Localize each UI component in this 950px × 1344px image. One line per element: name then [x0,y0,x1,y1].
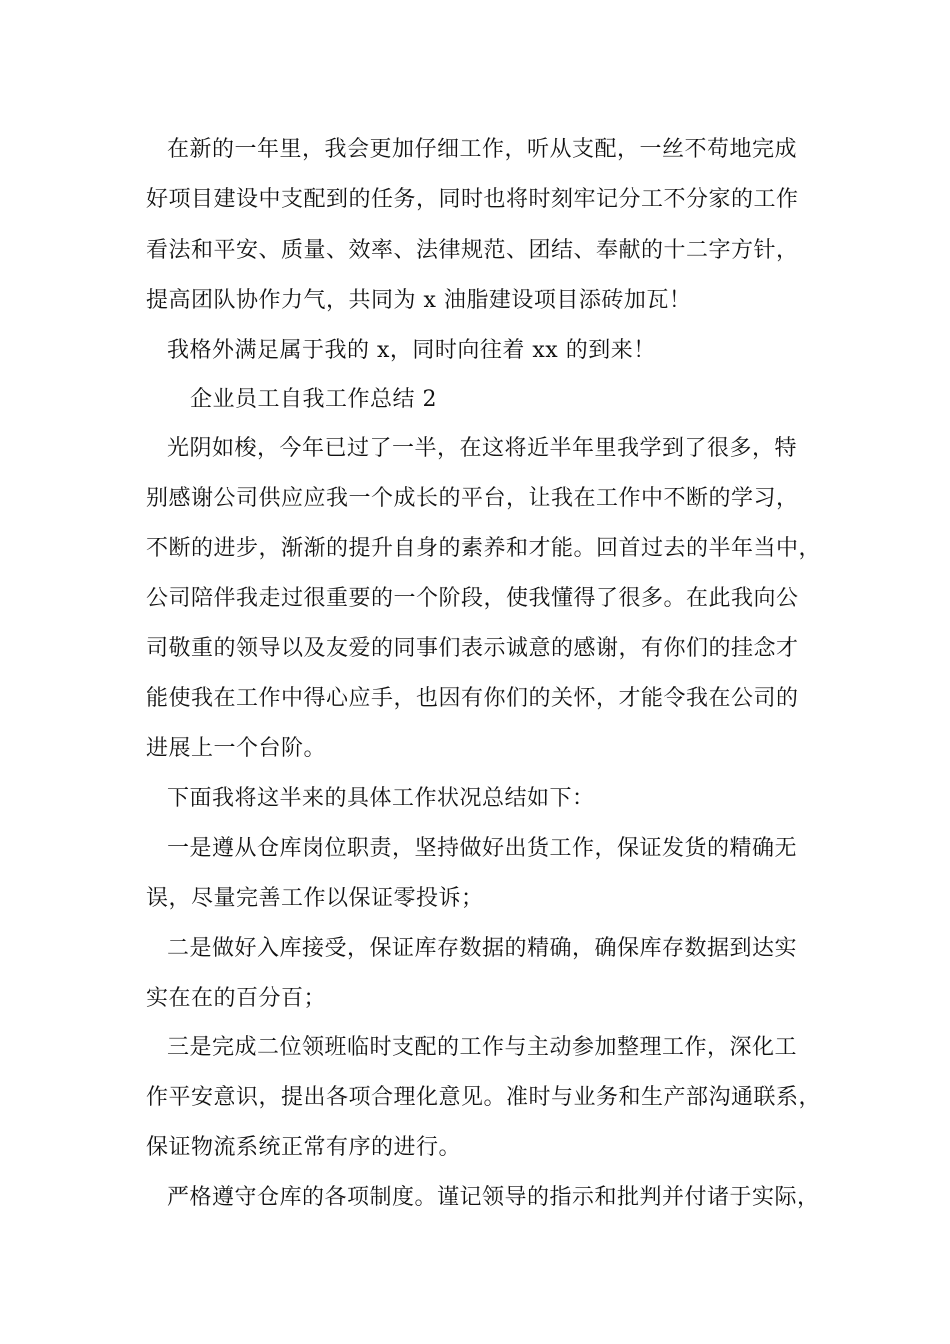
paragraph-line: 二是做好入库接受，保证库存数据的精确，确保库存数据到达实 [167,936,798,961]
section-heading: 企业员工自我工作总结 2 [190,387,437,412]
paragraph-line: 能使我在工作中得心应手，也因有你们的关怀，才能令我在公司的 [146,686,799,711]
paragraph-line: 实在在的百分百； [146,986,327,1011]
paragraph-line: 我格外满足属于我的 x，同时向往着 xx 的到来！ [167,338,656,363]
paragraph-line: 别感谢公司供应应我一个成长的平台，让我在工作中不断的学习， [146,486,799,511]
paragraph-line: 严格遵守仓库的各项制度。谨记领导的指示和批判并付诸于实际， [167,1185,820,1210]
paragraph-line: 下面我将这半来的具体工作状况总结如下： [167,786,595,811]
paragraph-line: 提高团队协作力气，共同为 x 油脂建设项目添砖加瓦！ [146,288,692,313]
paragraph-line: 司敬重的领导以及友爱的同事们表示诚意的感谢，有你们的挂念才 [146,636,799,661]
paragraph-line: 进展上一个台阶。 [146,736,327,761]
paragraph-line: 三是完成二位领班临时支配的工作与主动参加整理工作，深化工 [167,1035,798,1060]
paragraph-line: 公司陪伴我走过很重要的一个阶段，使我懂得了很多。在此我向公 [146,586,799,611]
paragraph-line: 看法和平安、质量、效率、法律规范、团结、奉献的十二字方针， [146,238,799,263]
paragraph-line: 不断的进步，渐渐的提升自身的素养和才能。回首过去的半年当中， [146,536,822,561]
paragraph-line: 光阴如梭，今年已过了一半，在这将近半年里我学到了很多，特 [167,436,798,461]
paragraph-line: 好项目建设中支配到的任务，同时也将时刻牢记分工不分家的工作 [146,187,799,212]
paragraph-line: 一是遵从仓库岗位职责，坚持做好出货工作，保证发货的精确无 [167,836,798,861]
paragraph-line: 保证物流系统正常有序的进行。 [146,1135,462,1160]
paragraph-line: 作平安意识，提出各项合理化意见。准时与业务和生产部沟通联系， [146,1085,822,1110]
paragraph-line: 误，尽量完善工作以保证零投诉； [146,886,484,911]
paragraph-line: 在新的一年里，我会更加仔细工作，听从支配，一丝不苟地完成 [167,137,798,162]
